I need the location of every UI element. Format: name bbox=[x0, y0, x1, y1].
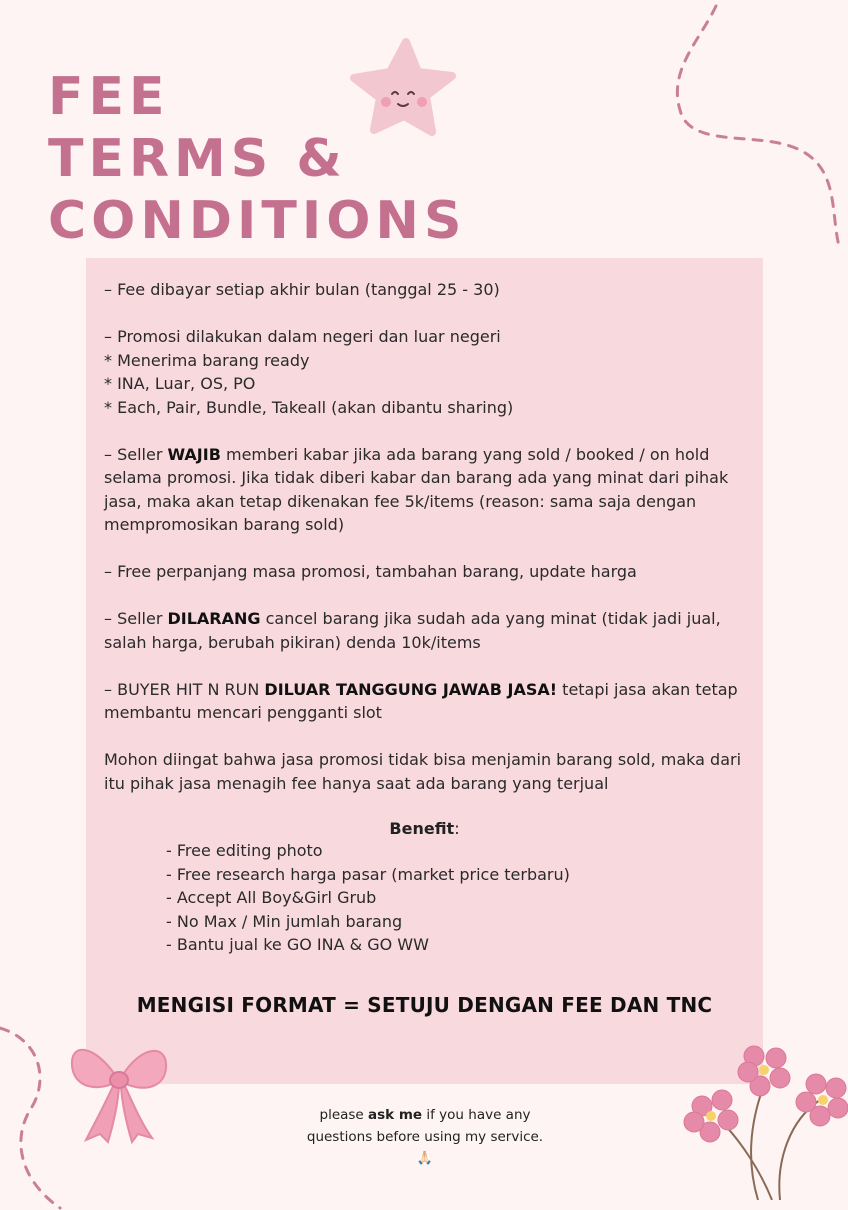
term-seller-dilarang-rest: cancel barang jika sudah ada yang minat (tidak jadi jual, salah harga, berubah pikiran) denda 10k/items bbox=[104, 609, 721, 652]
term-seller-wajib-prefix: – Seller bbox=[104, 444, 168, 464]
footer-line-2: questions before using my service. bbox=[306, 1129, 544, 1145]
agreement-statement: MENGISI FORMAT = SETUJU DENGAN FEE DAN TNC bbox=[136, 993, 713, 1017]
footer-line-1-rest: if you have any bbox=[422, 1107, 531, 1123]
bow-icon bbox=[64, 1036, 174, 1146]
benefit-heading-colon: : bbox=[454, 819, 460, 838]
term-seller-dilarang-bold: DILARANG bbox=[167, 609, 261, 628]
title-line-1: FEE bbox=[48, 67, 170, 127]
footer-note bbox=[250, 1104, 600, 1170]
term-seller-wajib bbox=[104, 443, 754, 537]
term-buyer-hnr bbox=[104, 678, 754, 725]
promo-item: * Each, Pair, Bundle, Takeall (akan dibantu sharing) bbox=[104, 397, 514, 417]
pray-hands-icon: 🙏🏻 bbox=[416, 1151, 434, 1166]
terms-body bbox=[104, 278, 754, 819]
star-face-icon bbox=[348, 38, 458, 138]
footer-line-1 bbox=[250, 1104, 600, 1126]
benefit-item: - Free research harga pasar (market price terbaru) bbox=[166, 864, 570, 884]
promo-item: * INA, Luar, OS, PO bbox=[104, 374, 256, 393]
term-buyer-hnr-rest: tetapi jasa akan tetap membantu mencari pengganti slot bbox=[104, 679, 738, 722]
benefit-item: - Accept All Boy&Girl Grub bbox=[166, 888, 377, 907]
benefit-item: - Bantu jual ke GO INA & GO WW bbox=[166, 935, 429, 954]
benefit-heading-label: Benefit bbox=[389, 819, 455, 838]
benefit-heading bbox=[86, 817, 763, 840]
benefit-list bbox=[166, 839, 570, 957]
term-seller-dilarang bbox=[104, 607, 754, 654]
flowers-icon bbox=[680, 1040, 848, 1200]
term-seller-dilarang-prefix: – Seller bbox=[104, 609, 168, 628]
term-promotion-line: – Promosi dilakukan dalam negeri dan luar negeri bbox=[104, 327, 501, 346]
benefit-item: - Free editing photo bbox=[166, 841, 323, 860]
term-free-extend: – Free perpanjang masa promosi, tambahan barang, update harga bbox=[104, 562, 637, 581]
title-line-3: CONDITIONS bbox=[48, 191, 467, 251]
term-promotion bbox=[104, 325, 754, 419]
term-payment: – Fee dibayar setiap akhir bulan (tanggal 25 - 30) bbox=[104, 280, 500, 299]
ask-me-text: ask me bbox=[368, 1107, 423, 1123]
term-buyer-hnr-prefix: – BUYER HIT N RUN bbox=[104, 679, 265, 699]
title-line-2: TERMS & bbox=[48, 129, 347, 189]
promo-item: * Menerima barang ready bbox=[104, 350, 310, 370]
footer-prefix: please bbox=[319, 1107, 369, 1123]
term-buyer-hnr-bold: DILUAR TANGGUNG JAWAB JASA! bbox=[264, 679, 558, 699]
term-reminder: Mohon diingat bahwa jasa promosi tidak bisa menjamin barang sold, maka dari itu pihak jasa menagih fee hanya saat ada barang yang terjual bbox=[104, 750, 742, 793]
term-seller-wajib-rest: memberi kabar jika ada barang yang sold / booked / on hold selama promosi. Jika tidak diberi kabar dan barang ada yang minat dari pihak jasa, maka akan tetap dikenakan fee 5k/items (reason: sama saja dengan mempromosikan barang sold) bbox=[104, 444, 729, 534]
benefit-item: - No Max / Min jumlah barang bbox=[166, 911, 403, 931]
term-seller-wajib-bold: WAJIB bbox=[167, 444, 221, 464]
